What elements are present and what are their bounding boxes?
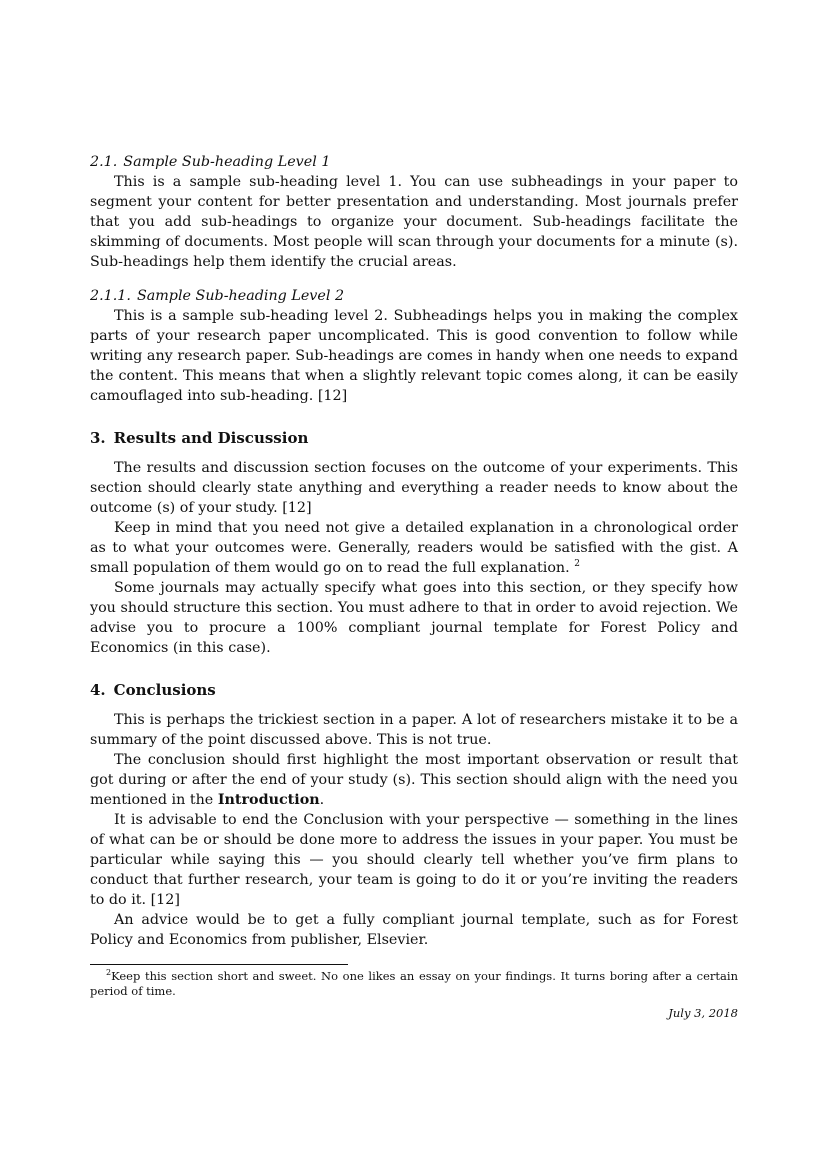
section-title: Conclusions <box>113 681 216 699</box>
paragraph: The results and discussion section focuses on the outcome of your experiments. This section should clearly state anything and everything a reader needs to know about the outcome (s) of your study. [12] <box>90 460 738 516</box>
footnote-mark: 2 <box>106 968 112 978</box>
paragraph: An advice would be to get a fully compliant journal template, such as for Forest Policy and Economics from publisher, Elsevier. <box>90 912 738 948</box>
subheading-level-2 <box>90 286 738 306</box>
paragraph: Keep in mind that you need not give a detailed explanation in a chronological order as to what your outcomes were. Generally, readers would be satisfied with the gist. A small population of them would go on to read the full explanation. $^2$ <box>90 520 738 576</box>
footnote: $^2$Keep this section short and sweet. No one likes an essay on your findings. It turns boring after a certain period of time. <box>90 968 738 998</box>
paper-page <box>90 152 738 1023</box>
paragraph: It is advisable to end the Conclusion with your perspective — something in the lines of what can be or should be done more to address the issues in your paper. You must be particular while saying this — you should clearly tell whether you’ve firm plans to conduct that further research, your team is going to do it or you’re inviting the readers to do it. [12] <box>90 812 738 908</box>
section-heading-results <box>90 428 738 448</box>
paragraph: This is a sample sub-heading level 2. Subheadings helps you in making the complex parts of your research paper uncomplicated. This is good convention to follow while writing any research paper. Sub-headings are comes in handy when one needs to expand the content. This means that when a slightly relevant topic comes along, it can be easily camouflaged into sub-heading. [12] <box>90 308 738 404</box>
subheading-number: 2.1.1. <box>90 288 131 304</box>
page-date: July 3, 2018 <box>668 1006 738 1020</box>
section-heading-conclusions <box>90 680 738 700</box>
section-number: 4. <box>90 681 106 699</box>
footnote-divider <box>90 964 348 965</box>
section-title: Results and Discussion <box>113 429 309 447</box>
subheading-title: Sample Sub-heading Level 2 <box>136 288 345 304</box>
paragraph: This is perhaps the trickiest section in a paper. A lot of researchers mistake it to be a summary of the point discussed above. This is not true. <box>90 712 738 748</box>
subheading-title: Sample Sub-heading Level 1 <box>123 154 331 170</box>
paragraph: This is a sample sub-heading level 1. You can use subheadings in your paper to segment your content for better presentation and understanding. Most journals prefer that you add sub-headings to organize your document. Sub-headings facilitate the skimming of documents. Most people will scan through your documents for a minute (s). Sub-headings help them identify the crucial areas. <box>90 174 738 270</box>
section-number: 3. <box>90 429 106 447</box>
footnote-mark: 2 <box>574 559 580 570</box>
bold-term: Introduction <box>217 792 320 808</box>
paragraph: The conclusion should first highlight the most important observation or result that got during or after the end of your study (s). This section should align with the need you mentioned in the Introduction. <box>90 752 738 808</box>
subheading-level-1 <box>90 152 738 172</box>
paragraph: Some journals may actually specify what goes into this section, or they specify how you should structure this section. You must adhere to that in order to avoid rejection. We advise you to procure a 100% compliant journal template for Forest Policy and Economics (in this case). <box>90 580 738 656</box>
subheading-number: 2.1. <box>90 154 118 170</box>
